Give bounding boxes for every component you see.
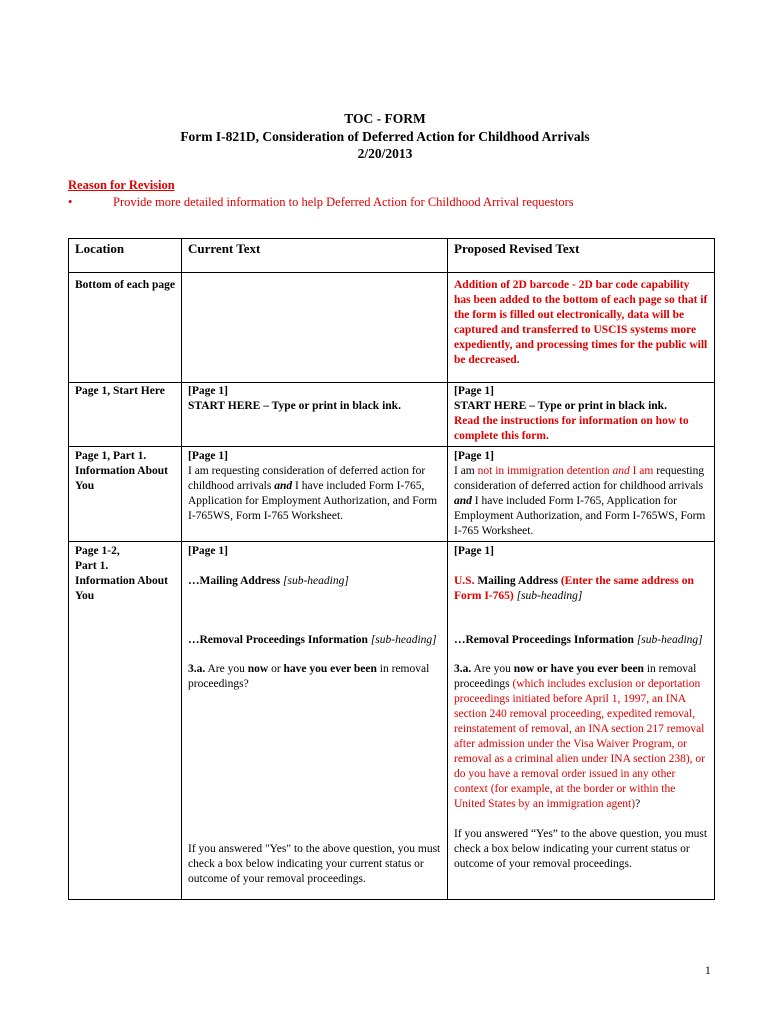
row3-proposed-and: and — [454, 495, 472, 507]
row4-current-page: [Page 1] — [188, 545, 228, 557]
row4-proposed-removal-sub: [sub-heading] — [636, 634, 703, 646]
row3-location — [69, 447, 182, 542]
row4-current-mailing — [188, 574, 441, 589]
row4-proposed-q-end: ? — [635, 798, 641, 810]
row1-location: Bottom of each page — [69, 273, 182, 383]
row4-location — [69, 542, 182, 900]
row3-current-and: and — [274, 480, 293, 492]
row4-current-followup: If you answered "Yes" to the above question, you must check a box below indicating your current status or outcome of your removal proceedings. — [188, 843, 441, 885]
row3-proposed-red2: I am — [629, 465, 654, 477]
row3-proposed — [448, 447, 715, 542]
row4-proposed-mailing-us: U.S. — [454, 575, 475, 587]
reason-heading: Reason for Revision — [68, 178, 175, 192]
table-row — [69, 383, 715, 447]
row3-proposed-red-and: and — [612, 465, 630, 477]
row3-proposed-red1: not in immigration detention — [477, 465, 613, 477]
row2-location: Page 1, Start Here — [69, 383, 182, 447]
row3-current-text-a: I am requesting consideration of deferred action for childhood arrivals — [188, 465, 426, 492]
row4-location-line2: Part 1. — [75, 560, 109, 572]
row3-proposed-page: [Page 1] — [454, 450, 494, 462]
row3-current-text-b: I have included Form I-765, Application for Employment Authorization, and Form I-765WS, Form I-765 Worksheet. — [188, 480, 438, 522]
row4-proposed-q-num: 3.a. — [454, 663, 472, 675]
row4-proposed-page: [Page 1] — [454, 545, 494, 557]
row2-proposed — [448, 383, 715, 447]
row4-current-q-now: now — [247, 663, 269, 675]
page-number: 1 — [705, 965, 711, 977]
row3-proposed-text-b: requesting consideration of deferred action for childhood arrivals — [454, 465, 705, 492]
row4-current-q-num: 3.a. — [188, 663, 206, 675]
row2-current-text: START HERE – Type or print in black ink. — [188, 400, 401, 412]
row4-location-line3: Information About You — [75, 575, 168, 602]
title-line-3: 2/20/2013 — [357, 146, 413, 161]
row4-proposed-q-bold: now or have you ever been — [513, 663, 644, 675]
row3-location-line2: Information About You — [75, 465, 168, 492]
table-row — [69, 447, 715, 542]
row4-current-q-end: in removal proceedings? — [188, 663, 430, 690]
row4-proposed-mailing-sub: [sub-heading] — [513, 590, 583, 602]
table-header-row — [69, 239, 715, 273]
row4-proposed-q-a: Are you — [471, 663, 514, 675]
row4-proposed — [448, 542, 715, 900]
row3-proposed-text-c: I have included Form I-765, Application for Employment Authorization, and Form I-765WS, Form I-765 Worksheet. — [454, 495, 706, 537]
row4-current-removal — [188, 633, 441, 648]
header-location: Location — [69, 239, 182, 273]
row4-proposed-removal-label: …Removal Proceedings Information — [454, 634, 637, 646]
row4-current-mailing-label: …Mailing Address — [188, 575, 283, 587]
title-line-1: TOC - FORM — [344, 111, 426, 126]
bullet-symbol: • — [68, 195, 73, 209]
row4-proposed-q-red: (which includes exclusion or deportation proceedings initiated before April 1, 1997, an INA section 240 removal proceeding, expedited removal, reinstatement of removal, an INA section 217 removal after admission under the Visa Waiver Program, or removal as a criminal alien under INA section 238), or do you have a removal order issued in any other context (for example, at the border or within the United States by an immigration agent) — [454, 678, 706, 810]
row4-current — [182, 542, 448, 900]
header-proposed-text: Proposed Revised Text — [448, 239, 715, 273]
revision-table — [68, 238, 715, 900]
row3-location-line1: Page 1, Part 1. — [75, 450, 147, 462]
row2-proposed-page: [Page 1] — [454, 385, 494, 397]
row2-current — [182, 383, 448, 447]
reason-bullet — [68, 195, 574, 210]
row4-proposed-followup: If you answered “Yes” to the above question, you must check a box below indicating your current status or outcome of your removal proceedings. — [454, 828, 708, 870]
row4-proposed-mailing — [454, 574, 708, 604]
row4-proposed-mailing-red: (Enter the same address on Form I-765) — [454, 575, 694, 602]
row4-location-line1: Page 1-2, — [75, 545, 120, 557]
row1-current — [182, 273, 448, 383]
row3-current-text — [188, 464, 441, 524]
row4-proposed-mailing-label: Mailing Address — [474, 575, 561, 587]
row3-proposed-text — [454, 464, 708, 539]
row4-current-q-ever: have you ever been — [283, 663, 377, 675]
bullet-text: Provide more detailed information to help Deferred Action for Childhood Arrival requestors — [113, 195, 574, 209]
row3-current-page: [Page 1] — [188, 450, 228, 462]
row3-current — [182, 447, 448, 542]
title-line-2: Form I-821D, Consideration of Deferred Action for Childhood Arrivals — [180, 128, 590, 144]
row4-proposed-q-b: in removal proceedings — [454, 663, 697, 690]
row4-current-removal-sub: [sub-heading] — [370, 634, 437, 646]
row4-current-mailing-sub: [sub-heading] — [283, 575, 349, 587]
row4-current-question — [188, 662, 441, 692]
table-row — [69, 542, 715, 900]
row2-current-page: [Page 1] — [188, 385, 228, 397]
row4-current-q-or: or — [268, 663, 284, 675]
row4-current-removal-label: …Removal Proceedings Information — [188, 634, 371, 646]
header-current-text: Current Text — [182, 239, 448, 273]
row3-proposed-text-a: I am — [454, 465, 478, 477]
row4-current-q-a: Are you — [205, 663, 248, 675]
row2-proposed-added: Read the instructions for information on how to complete this form. — [454, 415, 689, 442]
row4-proposed-question — [454, 662, 708, 812]
document-title — [0, 110, 770, 163]
row1-proposed: Addition of 2D barcode - 2D bar code capability has been added to the bottom of each page so that if the form is filled out electronically, data will be captured and transferred to USCIS systems more expediently, and processing times for the public will be decreased. — [448, 273, 715, 383]
row2-proposed-text: START HERE – Type or print in black ink. — [454, 400, 667, 412]
row4-proposed-removal — [454, 633, 708, 648]
table-row — [69, 273, 715, 383]
